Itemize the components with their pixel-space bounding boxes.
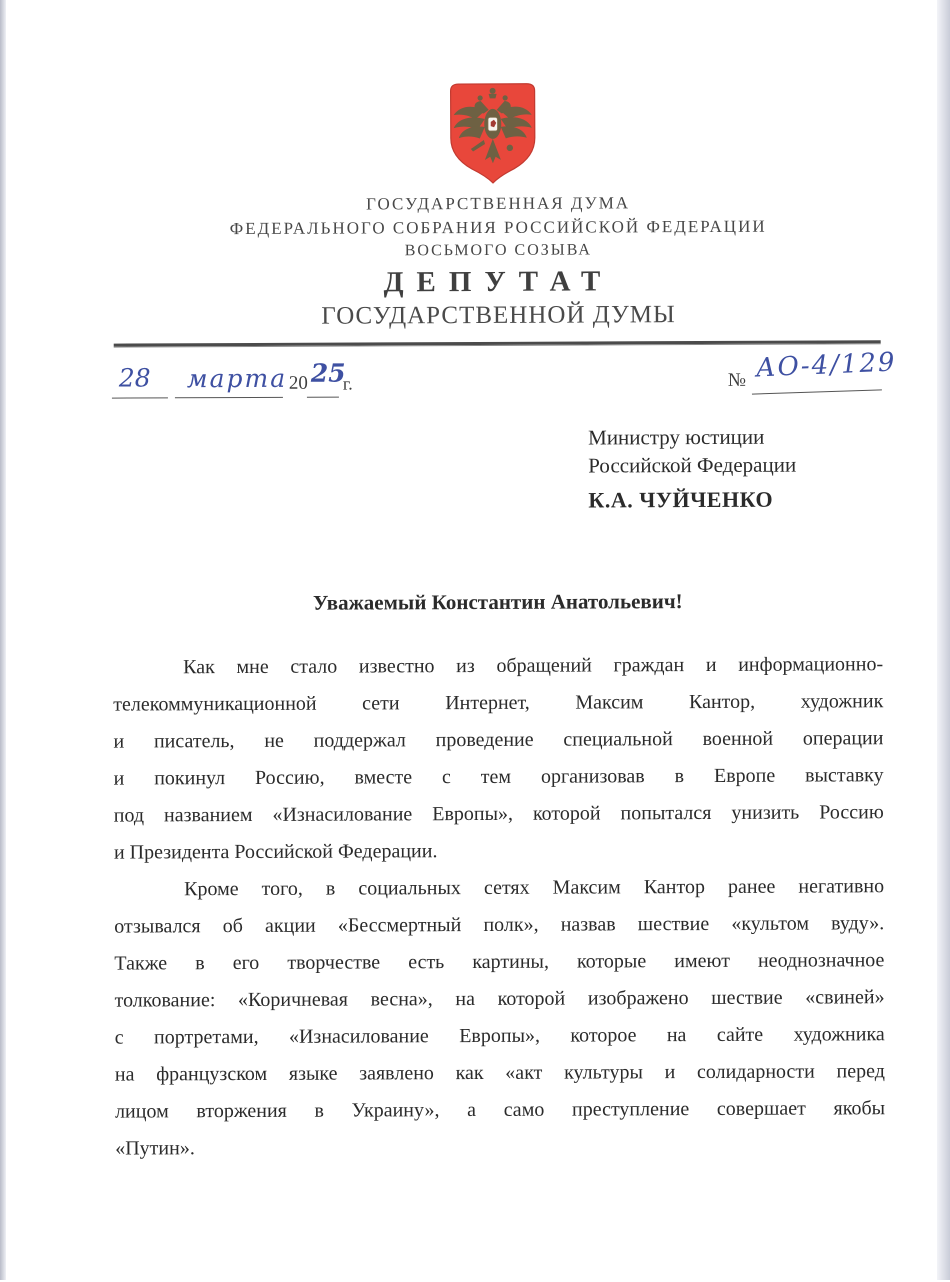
- body-line: телекоммуникационной сети Интернет, Максим Кантор, художник: [113, 690, 884, 716]
- russian-coat-of-arms-icon: [443, 80, 543, 186]
- body-line: Как мне стало известно из обращений граждан и информационно-: [183, 653, 884, 679]
- addressee-name: К.А. ЧУЙЧЕНКО: [588, 486, 774, 513]
- body-line: Кроме того, в социальных сетях Максим Кантор ранее негативно: [184, 875, 885, 901]
- addressee-block: [588, 423, 796, 515]
- org-name-line1: ГОСУДАРСТВЕННАЯ ДУМА: [366, 193, 631, 214]
- body-line: «Путин».: [115, 1137, 195, 1160]
- body-line: и Президента Российской Федерации.: [113, 840, 438, 864]
- body-line: под названием «Изнасилование Европы», которой попытался унизить Россию: [113, 801, 884, 827]
- letter-body: [113, 646, 885, 1167]
- year-suffix-label: г.: [342, 373, 353, 394]
- body-line: Также в его творчестве есть картины, которые имеют неоднозначное: [114, 949, 885, 975]
- number-underline: [752, 389, 882, 394]
- org-name-line3: ВОСЬМОГО СОЗЫВА: [404, 241, 592, 260]
- addressee-line2: Российской Федерации: [588, 452, 797, 478]
- handwritten-day: 28: [118, 363, 151, 393]
- body-line: лицом вторжения в Украину», а само преступление совершает якобы: [115, 1097, 886, 1123]
- addressee-line1: Министру юстиции: [588, 424, 765, 450]
- number-sign-label: №: [727, 369, 747, 391]
- org-name-line2: ФЕДЕРАЛЬНОГО СОБРАНИЯ РОССИЙСКОЙ ФЕДЕРАЦИИ: [229, 216, 767, 239]
- handwritten-month: марта: [186, 363, 288, 394]
- body-line: с портретами, «Изнасилование Европы», которое на сайте художника: [114, 1023, 885, 1049]
- letterhead-title: ДЕПУТАТ: [383, 265, 614, 299]
- handwritten-year: 25: [310, 358, 346, 388]
- body-line: и покинул Россию, вместе с тем организовав в Европе выставку: [113, 764, 884, 790]
- letterhead-subtitle: ГОСУДАРСТВЕННОЙ ДУМЫ: [321, 301, 676, 330]
- body-line: толкование: «Коричневая весна», на которой изображено шествие «свиней»: [114, 986, 885, 1012]
- salutation: Уважаемый Константин Анатольевич!: [312, 589, 683, 615]
- body-line: отзывался об акции «Бессмертный полк», назвав шествие «культом вуду».: [114, 912, 885, 938]
- printed-year-prefix: 20: [288, 372, 308, 394]
- handwritten-outgoing-number: АО-4/129: [755, 347, 898, 384]
- letterhead-divider-rule: [114, 340, 881, 347]
- year-underline: [307, 397, 339, 398]
- body-line: и писатель, не поддержал проведение специальной военной операции: [113, 727, 884, 753]
- body-line: на французском языке заявлено как «акт культуры и солидарности перед: [114, 1060, 885, 1086]
- day-underline: [112, 397, 168, 398]
- month-underline: [175, 397, 283, 398]
